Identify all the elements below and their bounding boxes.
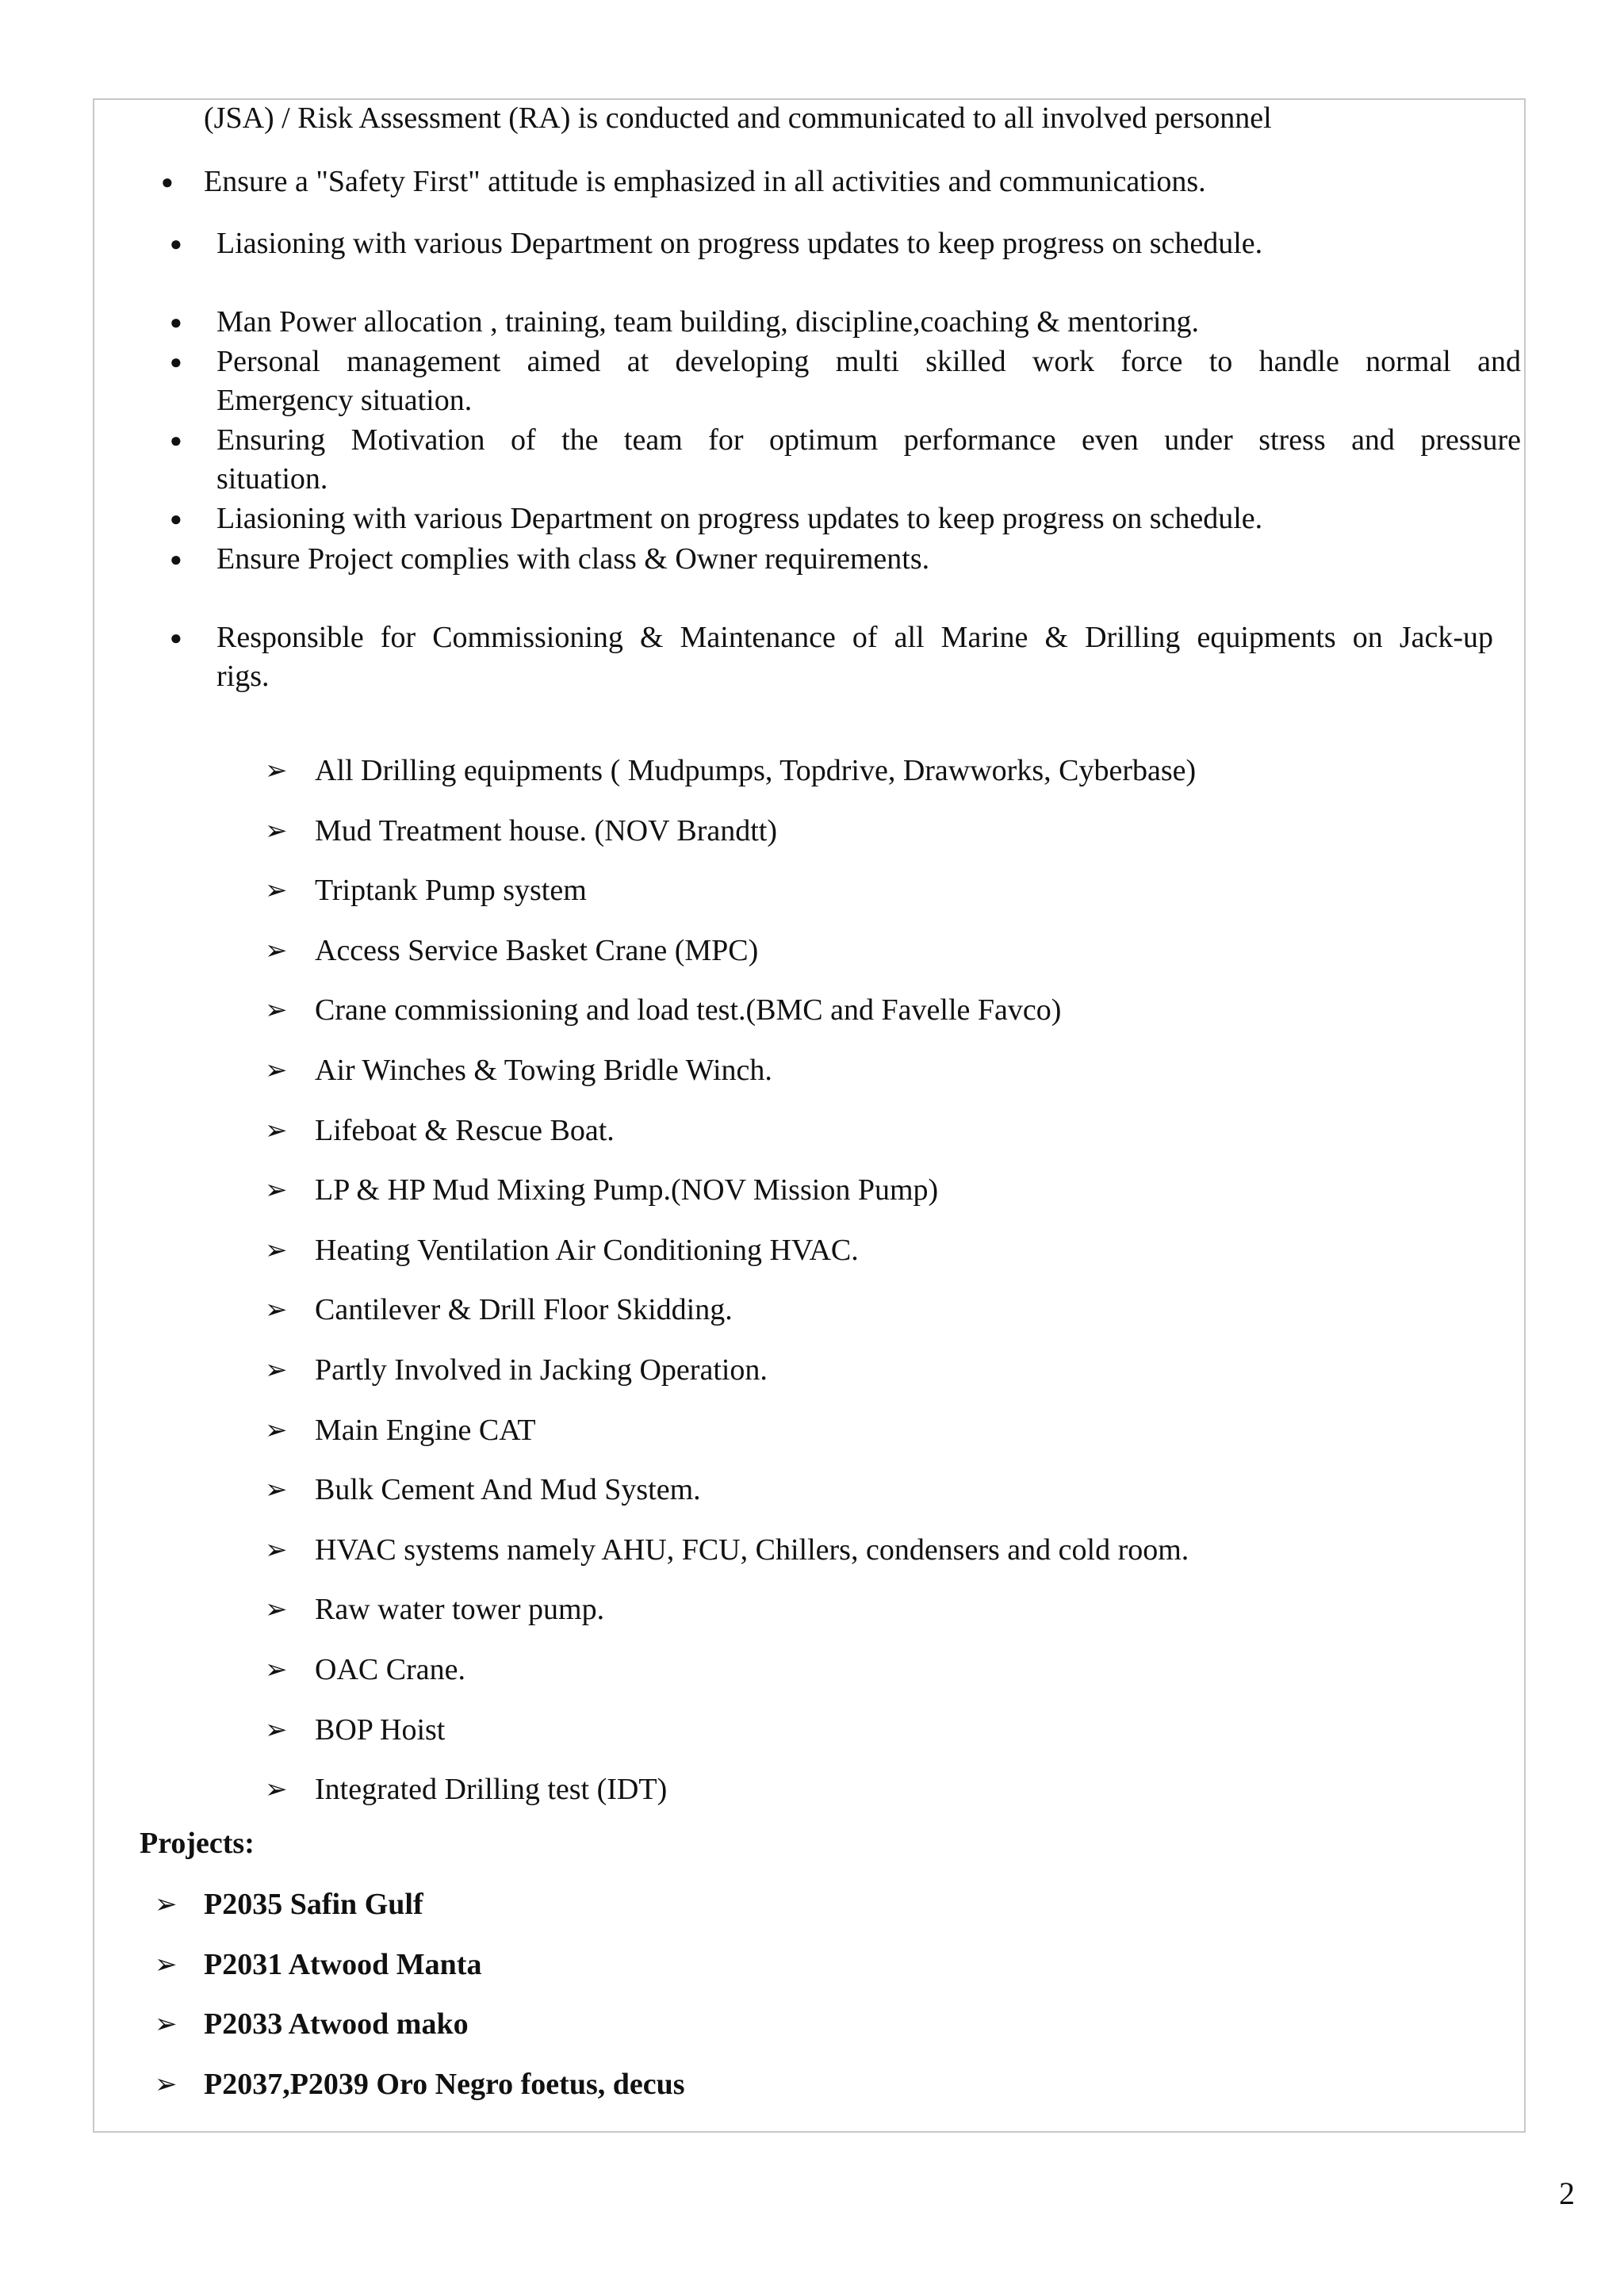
equipment-item: Crane commissioning and load test.(BMC and Favelle Favco)	[315, 993, 1062, 1027]
arrow-bullet-icon: ➢	[265, 1414, 288, 1446]
bullet-icon: ●	[170, 429, 182, 452]
equipment-item: Heating Ventilation Air Conditioning HVAC.	[315, 1234, 859, 1267]
motivation-continuation: situation.	[216, 462, 328, 496]
equipment-item: Air Winches & Towing Bridle Winch.	[315, 1054, 772, 1087]
equipment-item: LP & HP Mud Mixing Pump.(NOV Mission Pump)	[315, 1173, 939, 1207]
project-item: P2037,P2039 Oro Negro foetus, decus	[204, 2068, 685, 2101]
equipment-item: Triptank Pump system	[315, 874, 587, 907]
bullet-icon: ●	[161, 170, 174, 193]
arrow-bullet-icon: ➢	[265, 1054, 288, 1086]
bullet-icon: ●	[170, 311, 182, 334]
equipment-item: Bulk Cement And Mud System.	[315, 1473, 701, 1506]
arrow-bullet-icon: ➢	[265, 874, 288, 906]
equipment-item: Cantilever & Drill Floor Skidding.	[315, 1293, 733, 1326]
arrow-bullet-icon: ➢	[265, 1594, 288, 1625]
equipment-item: Main Engine CAT	[315, 1414, 536, 1447]
man-power-item: Man Power allocation , training, team building, discipline,coaching & mentoring.	[216, 305, 1199, 339]
arrow-bullet-icon: ➢	[155, 2008, 178, 2040]
arrow-bullet-icon: ➢	[265, 1534, 288, 1566]
commissioning-item: Responsible for Commissioning & Maintenance of all Marine & Drilling equipments on Jack-up	[216, 621, 1493, 654]
equipment-item: HVAC systems namely AHU, FCU, Chillers, condensers and cold room.	[315, 1533, 1189, 1567]
equipment-item: Integrated Drilling test (IDT)	[315, 1773, 668, 1806]
arrow-bullet-icon: ➢	[265, 1654, 288, 1686]
arrow-bullet-icon: ➢	[155, 1949, 178, 1980]
arrow-bullet-icon: ➢	[265, 815, 288, 847]
bullet-icon: ●	[170, 507, 182, 530]
bullet-icon: ●	[170, 350, 182, 373]
arrow-bullet-icon: ➢	[265, 1474, 288, 1506]
equipment-item: BOP Hoist	[315, 1713, 446, 1747]
liaisoning-item: Liasioning with various Department on progress updates to keep progress on schedule.	[216, 502, 1263, 535]
arrow-bullet-icon: ➢	[265, 1354, 288, 1386]
equipment-item: OAC Crane.	[315, 1653, 465, 1686]
intro-continuation: (JSA) / Risk Assessment (RA) is conducted and communicated to all involved personnel	[204, 101, 1272, 135]
safety-first-item: Ensure a "Safety First" attitude is emphasized in all activities and communications.	[204, 165, 1206, 198]
project-item: P2031 Atwood Manta	[204, 1948, 482, 1981]
commissioning-continuation: rigs.	[216, 660, 270, 693]
arrow-bullet-icon: ➢	[265, 1234, 288, 1266]
class-owner-item: Ensure Project complies with class & Owner requirements.	[216, 542, 930, 576]
bullet-icon: ●	[170, 626, 182, 649]
project-item: P2035 Safin Gulf	[204, 1888, 423, 1921]
arrow-bullet-icon: ➢	[155, 1888, 178, 1920]
arrow-bullet-icon: ➢	[265, 1174, 288, 1206]
arrow-bullet-icon: ➢	[155, 2068, 178, 2100]
page-number: 2	[1559, 2175, 1575, 2211]
arrow-bullet-icon: ➢	[265, 935, 288, 966]
arrow-bullet-icon: ➢	[265, 994, 288, 1026]
motivation-item: Ensuring Motivation of the team for optimum performance even under stress and pressure	[216, 423, 1521, 457]
liaisoning-item: Liasioning with various Department on progress updates to keep progress on schedule.	[216, 227, 1263, 260]
arrow-bullet-icon: ➢	[265, 755, 288, 786]
personal-management-continuation: Emergency situation.	[216, 384, 473, 417]
arrow-bullet-icon: ➢	[265, 1774, 288, 1805]
arrow-bullet-icon: ➢	[265, 1115, 288, 1146]
bullet-icon: ●	[170, 548, 182, 571]
equipment-item: Partly Involved in Jacking Operation.	[315, 1353, 768, 1387]
projects-heading: Projects:	[140, 1827, 255, 1860]
equipment-item: Access Service Basket Crane (MPC)	[315, 934, 759, 967]
equipment-item: Raw water tower pump.	[315, 1593, 605, 1626]
project-item: P2033 Atwood mako	[204, 2007, 469, 2041]
personal-management-item: Personal management aimed at developing multi skilled work force to handle normal and	[216, 345, 1521, 378]
equipment-item: Mud Treatment house. (NOV Brandtt)	[315, 814, 777, 848]
arrow-bullet-icon: ➢	[265, 1294, 288, 1326]
arrow-bullet-icon: ➢	[265, 1714, 288, 1746]
equipment-item: All Drilling equipments ( Mudpumps, Topdrive, Drawworks, Cyberbase)	[315, 754, 1197, 787]
equipment-item: Lifeboat & Rescue Boat.	[315, 1114, 615, 1147]
bullet-icon: ●	[170, 232, 182, 255]
